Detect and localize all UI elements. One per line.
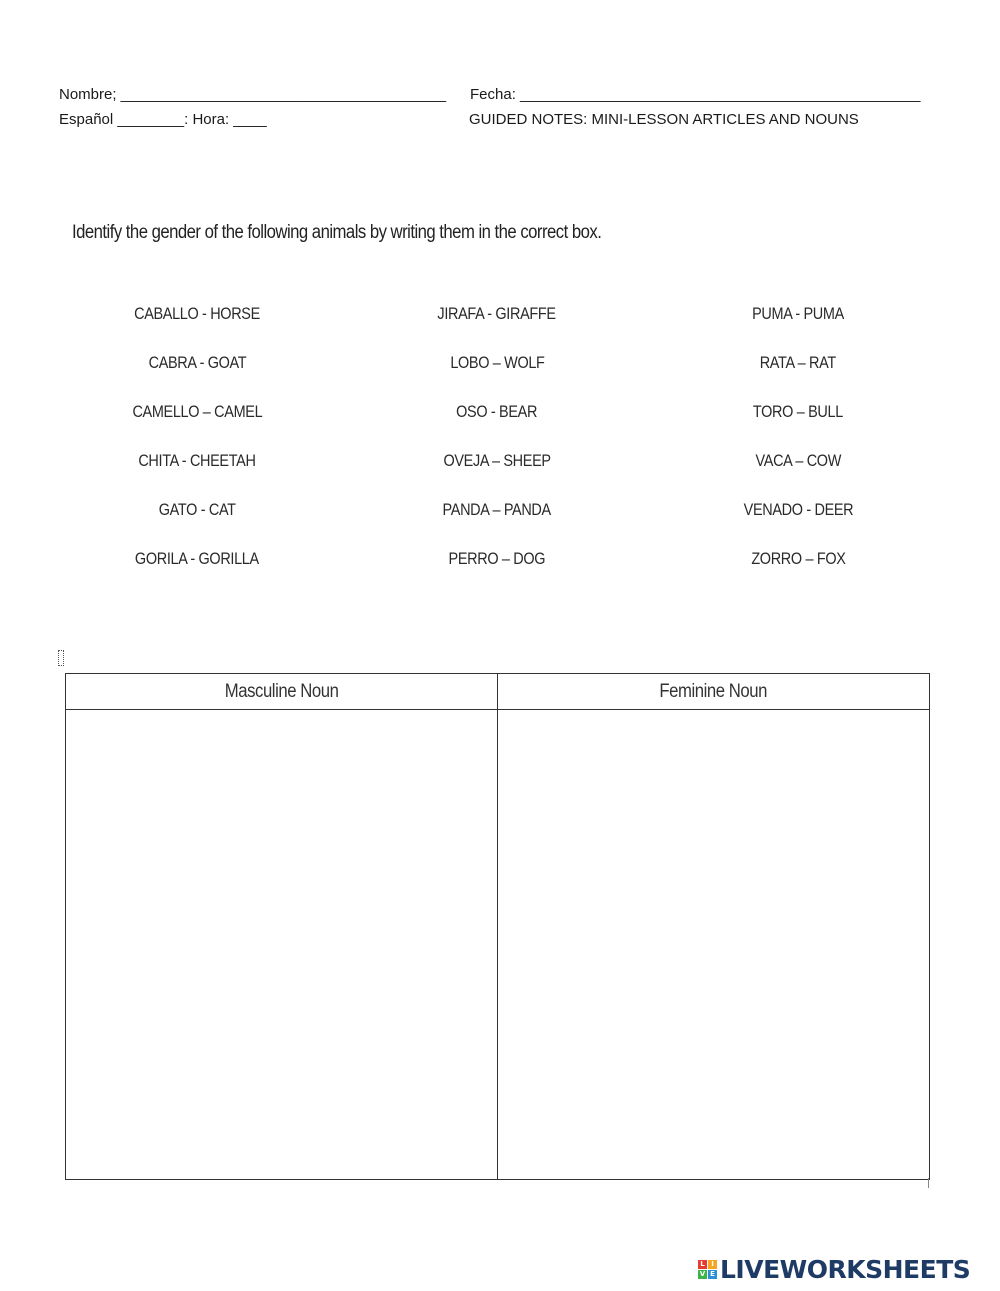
- table-anchor-icon: [58, 650, 64, 666]
- answer-table: [65, 673, 930, 1180]
- feminine-noun-header: Feminine Noun: [498, 674, 930, 710]
- table-corner-mark: [928, 1178, 929, 1188]
- animal-item: RATA – RAT: [759, 353, 837, 372]
- animal-item: GATO - CAT: [158, 500, 236, 519]
- animal-item: GORILA - GORILLA: [135, 549, 259, 568]
- liveworksheets-logo-icon: [698, 1260, 717, 1279]
- fecha-field: Fecha: ________________________________________________: [470, 86, 921, 103]
- masculine-noun-header: Masculine Noun: [66, 674, 498, 710]
- animal-item: OSO - BEAR: [456, 402, 538, 421]
- worksheet-title: GUIDED NOTES: MINI-LESSON ARTICLES AND NOUNS: [469, 111, 859, 128]
- liveworksheets-wordmark: LIVEWORKSHEETS: [720, 1255, 971, 1284]
- animal-item: PUMA - PUMA: [752, 304, 844, 323]
- animal-item: JIRAFA - GIRAFFE: [437, 304, 557, 323]
- animal-item: TORO – BULL: [753, 402, 843, 421]
- animal-item: CABRA - GOAT: [148, 353, 246, 372]
- animal-item: PERRO – DOG: [448, 549, 546, 568]
- logo-letter: I: [708, 1260, 717, 1269]
- espanol-hora-field: Español ________: Hora: ____: [59, 111, 267, 128]
- animal-item: VACA – COW: [755, 451, 841, 470]
- logo-letter: E: [708, 1270, 717, 1279]
- animal-item: LOBO – WOLF: [449, 353, 545, 372]
- animal-item: PANDA – PANDA: [442, 500, 552, 519]
- animal-list-column-2: [397, 304, 597, 598]
- feminine-noun-box[interactable]: [498, 710, 930, 1180]
- animal-item: CABALLO - HORSE: [134, 304, 260, 323]
- animal-item: ZORRO – FOX: [750, 549, 846, 568]
- logo-letter: V: [699, 1270, 706, 1278]
- animal-item: OVEJA – SHEEP: [443, 451, 551, 470]
- animal-item: CAMELLO – CAMEL: [132, 402, 262, 421]
- animal-item: CHITA - CHEETAH: [138, 451, 256, 470]
- masculine-noun-box[interactable]: [66, 710, 498, 1180]
- animal-item: VENADO - DEER: [743, 500, 853, 519]
- nombre-field: Nombre; _______________________________________: [59, 86, 447, 103]
- animal-list-column-3: [698, 304, 898, 598]
- liveworksheets-branding: [698, 1255, 970, 1284]
- animal-list-column-1: [97, 304, 297, 598]
- logo-letter: L: [698, 1260, 707, 1269]
- instructions: Identify the gender of the following animals by writing them in the correct box.: [72, 222, 602, 243]
